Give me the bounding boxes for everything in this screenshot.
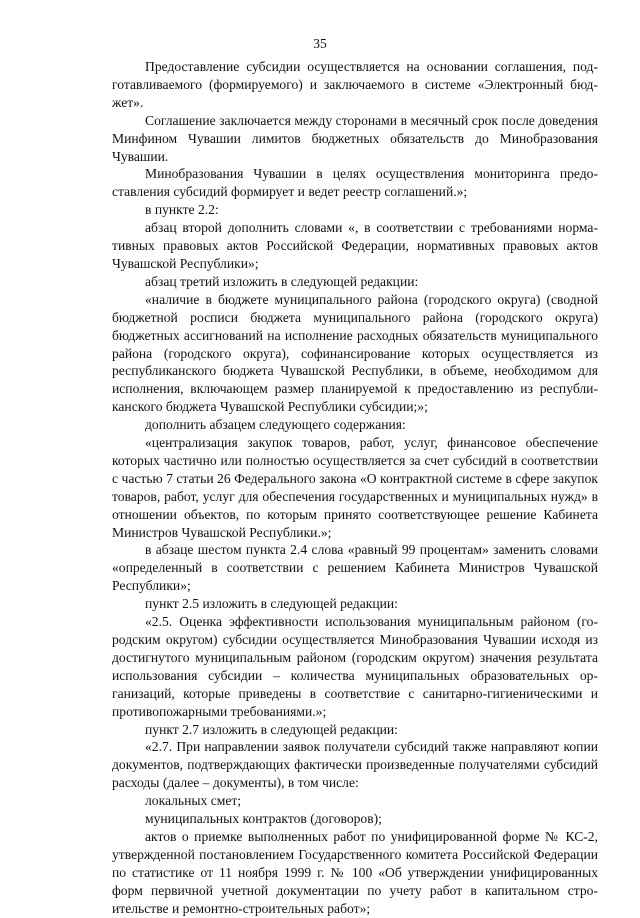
paragraph-2: Соглашение заключается между сторонами в месячный срок после доведения Минфином Чувашии лимитов бюджетных обязательств до Минобразования Чувашии. (112, 112, 598, 164)
paragraph-13: пункт 2.7 изложить в следующей редакции: (145, 721, 398, 737)
page-number: 35 (313, 36, 327, 51)
paragraph-5: абзац второй дополнить словами «, в соответствии с требованиями нормативных правовых актов Российской Федерации, нормативных правовых актов Чувашской Республики»; (112, 220, 598, 271)
paragraph-15: локальных смет; (145, 793, 242, 809)
paragraph-10: в абзаце шестом пункта 2.4 слова «равный 99 процентам» заменить словами «определенный в соответствии с решением Кабинета Министров Чувашской Республики»; (112, 542, 598, 594)
paragraph-7: «наличие в бюджете муниципального района (городского округа) (сводной бюджетной росписи бюджета муниципального района (городского округа) бюджетных ассигнований на исполнение расходных обязательств муниципального района (городского округа), софинансирование которых осуществляется из республиканского бюджета Чувашской Республики, в объеме, необходимом для исполнения, включающем размер планируемой к предоставлению из республиканского бюджета Чувашской Республики субсидии;»; (112, 291, 598, 415)
paragraph-6: абзац третий изложить в следующей редакции: (145, 273, 419, 289)
paragraph-17: актов о приемке выполненных работ по унифицированной форме № КС-2, утвержденной постановлением Государственного комитета Российской Федерации по статистике от 11 ноября 1999 г. № 100 «Об утверждении унифицированных форм первичной учетной документации по учету работ в капитальном строительстве и ремонтно-строительных работ»; (112, 828, 598, 916)
paragraph-16: муниципальных контрактов (договоров); (145, 811, 382, 827)
paragraph-3: Минобразования Чувашии в целях осуществления мониторинга предоставления субсидий формирует и ведет реестр соглашений.»; (112, 166, 598, 200)
paragraph-4: в пункте 2.2: (145, 202, 219, 218)
paragraph-12: «2.5. Оценка эффективности использования муниципальным районом (городским округом) субсидии осуществляется Минобразования Чувашии исходя из достигнутого муниципальным районом (городским округом) значения результата использования субсидии – количества муниципальных образовательных организаций, которые приведены в соответствие с санитарно-гигиеническими и противопожарными требованиями.»; (112, 614, 598, 719)
paragraph-1: Предоставление субсидии осуществляется на основании соглашения, подготавливаемого (формируемого) и заключаемого в системе «Электронный бюджет». (112, 59, 598, 110)
paragraph-8: дополнить абзацем следующего содержания: (145, 417, 406, 433)
paragraph-11: пункт 2.5 изложить в следующей редакции: (145, 596, 398, 612)
paragraph-9: «централизация закупок товаров, работ, услуг, финансовое обеспечение которых частично или полностью осуществляется за счет субсидий в соответствии с частью 7 статьи 26 Федерального закона «О контрактной системе в сфере закупок товаров, работ, услуг для обеспечения государственных и муниципальных нужд» в отношении объектов, по которым принято соответствующее решение Кабинета Министров Чувашской Республики.»; (112, 435, 598, 540)
document-body (112, 58, 598, 918)
paragraph-14: «2.7. При направлении заявок получатели субсидий также направляют копии документов, подтверждающих фактически произведенные получателями субсидий расходы (далее – документы), в том числе: (112, 739, 598, 791)
